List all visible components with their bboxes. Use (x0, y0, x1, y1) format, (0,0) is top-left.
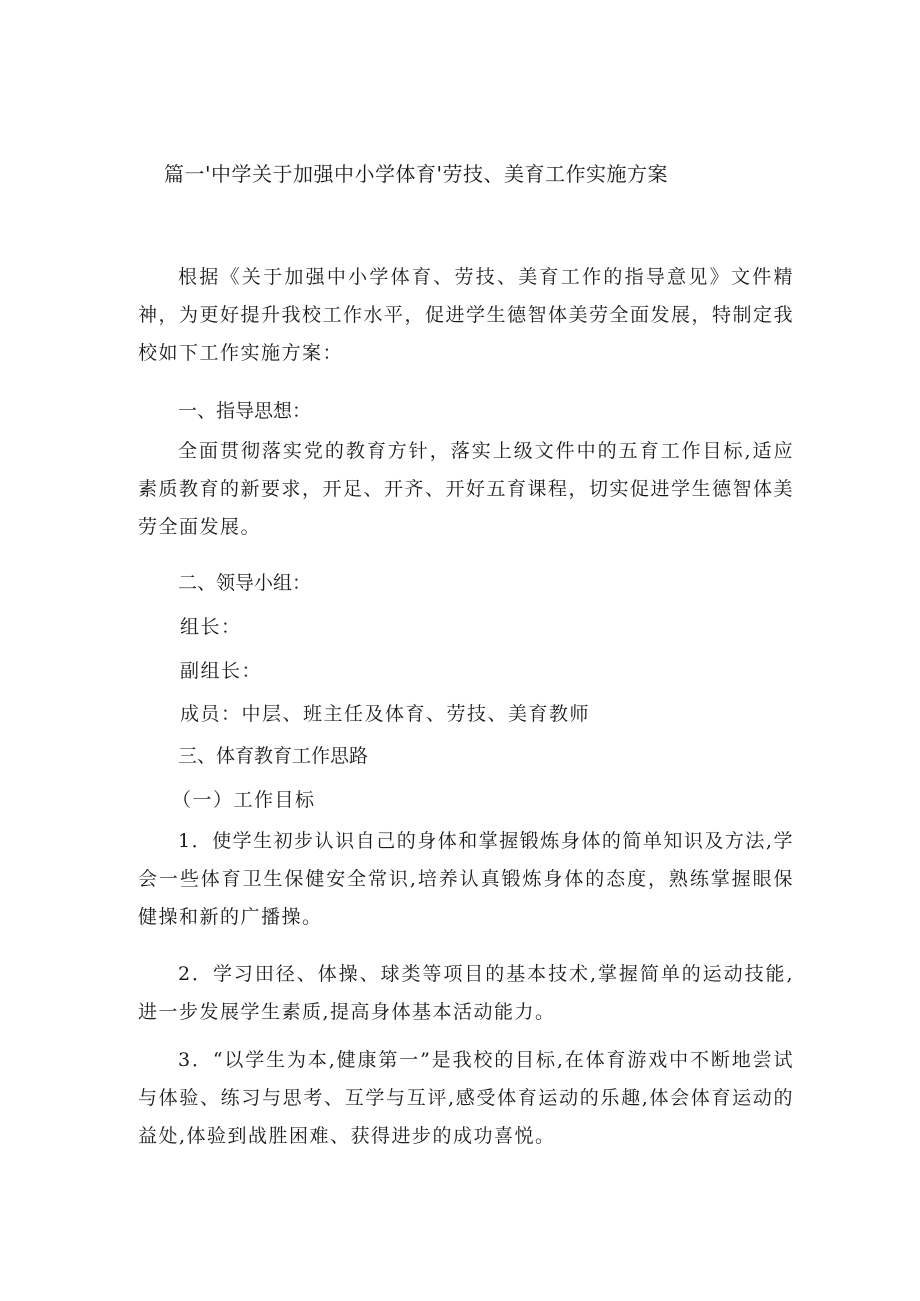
section-3-subheading: （一）工作目标 (172, 789, 316, 811)
goal-item-3: 3．“以学生为本,健康第一”是我校的目标,在体育游戏中不断地尝试与体验、练习与思考、互学与互评,感受体育运动的乐趣,体会体育运动的益处,体验到战胜困难、获得进步的成功喜悦。 (138, 1049, 794, 1147)
goal-item-2: 2．学习田径、体操、球类等项目的基本技术,掌握简单的运动技能,进一步发展学生素质,提高身体基本活动能力。 (138, 963, 794, 1023)
goal-item-1: 1．使学生初步认识自己的身体和掌握锻炼身体的简单知识及方法,学会一些体育卫生保健安全常识,培养认真锻炼身体的态度，熟练掌握眼保健操和新的广播操。 (138, 830, 794, 928)
deputy-leader-line: 副组长： (180, 660, 263, 682)
section-3-heading: 三、体育教育工作思路 (178, 745, 369, 767)
section-2-heading: 二、领导小组： (178, 572, 312, 594)
section-1-heading: 一、指导思想： (178, 400, 312, 422)
document-title: 篇一'中学关于加强中小学体育'劳技、美育工作实施方案 (164, 162, 668, 186)
intro-paragraph: 根据《关于加强中小学体育、劳技、美育工作的指导意见》文件精神，为更好提升我校工作水平，促进学生德智体美劳全面发展，特制定我校如下工作实施方案： (138, 266, 795, 364)
section-1-paragraph: 全面贯彻落实党的教育方针，落实上级文件中的五育工作目标,适应素质教育的新要求，开足、开齐、开好五育课程，切实促进学生德智体美劳全面发展。 (138, 440, 795, 538)
members-line: 成员：中层、班主任及体育、劳技、美育教师 (180, 703, 591, 725)
leader-line: 组长： (180, 616, 242, 638)
